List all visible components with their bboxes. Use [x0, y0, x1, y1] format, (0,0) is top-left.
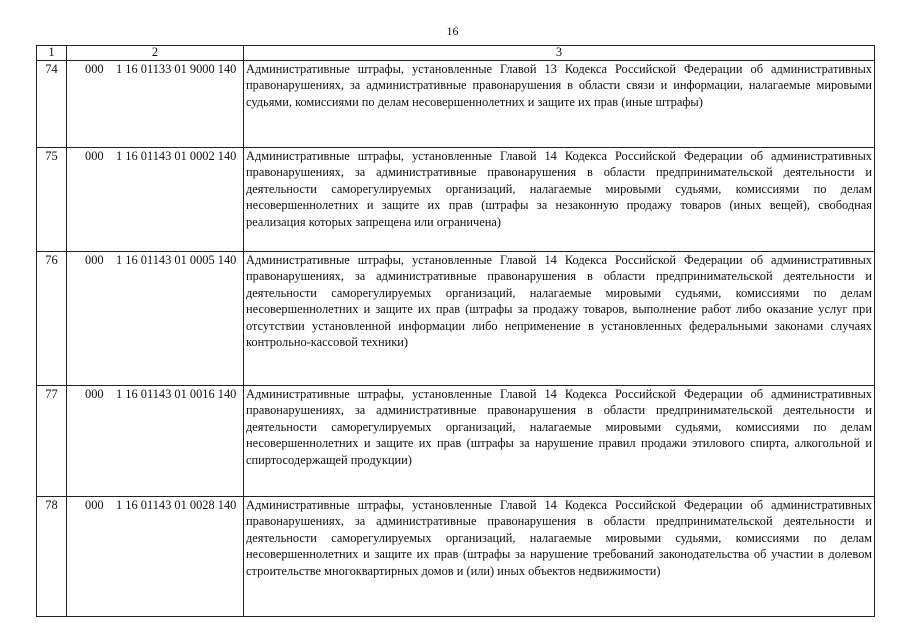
admin-code: 000: [85, 387, 104, 401]
table-header-row: [37, 46, 875, 61]
row-number: 78: [37, 497, 67, 617]
table-row: [37, 386, 875, 497]
kbk-cell: [67, 61, 244, 148]
column-header-1: 1: [37, 46, 67, 61]
kbk-code: 1 16 01143 01 0005 140: [116, 253, 237, 267]
description-text: Административные штрафы, установленные Главой 14 Кодекса Российской Федерации об административных правонарушениях, за административные правонарушения в области предпринимательской деятельности и деятельности саморегулируемых организаций, налагаемые мировыми судьями, комиссиями по делам несовершеннолетних и защите их прав (штрафы за продажу товаров, выполнение работ либо оказание услуг при отсутствии установленной информации либо неприменение в установленных федеральными законами случаях контрольно-кассовой техники): [244, 252, 875, 386]
row-number: 76: [37, 252, 67, 386]
table-row: [37, 61, 875, 148]
kbk-cell: [67, 497, 244, 617]
column-header-3: 3: [244, 46, 875, 61]
admin-code: 000: [85, 149, 104, 163]
kbk-cell: [67, 252, 244, 386]
kbk-code: 1 16 01143 01 0002 140: [116, 149, 237, 163]
column-header-2: 2: [67, 46, 244, 61]
table-row: [37, 497, 875, 617]
description-text: Административные штрафы, установленные Главой 13 Кодекса Российской Федерации об административных правонарушениях, за административные правонарушения в области связи и информации, налагаемые мировыми судьями, комиссиями по делам несовершеннолетних и защите их прав (иные штрафы): [244, 61, 875, 148]
table-row: [37, 252, 875, 386]
row-number: 75: [37, 148, 67, 252]
kbk-cell: [67, 386, 244, 497]
row-number: 77: [37, 386, 67, 497]
description-text: Административные штрафы, установленные Главой 14 Кодекса Российской Федерации об административных правонарушениях, за административные правонарушения в области предпринимательской деятельности и деятельности саморегулируемых организаций, налагаемые мировыми судьями, комиссиями по делам несовершеннолетних и защите их прав (штрафы за нарушение требований законодательства об участии в долевом строительстве многоквартирных домов и (или) иных объектов недвижимости): [244, 497, 875, 617]
kbk-cell: [67, 148, 244, 252]
page-number: 16: [446, 24, 459, 38]
description-text: Административные штрафы, установленные Главой 14 Кодекса Российской Федерации об административных правонарушениях, за административные правонарушения в области предпринимательской деятельности и деятельности саморегулируемых организаций, налагаемые мировыми судьями, комиссиями по делам несовершеннолетних и защите их прав (штрафы за незаконную продажу товаров (иных вещей), свободная реализация которых запрещена или ограничена): [244, 148, 875, 252]
admin-code: 000: [85, 62, 104, 76]
kbk-code: 1 16 01143 01 0028 140: [116, 498, 237, 512]
kbk-table: [36, 45, 875, 617]
description-text: Административные штрафы, установленные Главой 14 Кодекса Российской Федерации об административных правонарушениях, за административные правонарушения в области предпринимательской деятельности и деятельности саморегулируемых организаций, налагаемые мировыми судьями, комиссиями по делам несовершеннолетних и защите их прав (штрафы за нарушение правил продажи этилового спирта, алкогольной и спиртосодержащей продукции): [244, 386, 875, 497]
kbk-code: 1 16 01143 01 0016 140: [116, 387, 237, 401]
row-number: 74: [37, 61, 67, 148]
table-row: [37, 148, 875, 252]
admin-code: 000: [85, 253, 104, 267]
admin-code: 000: [85, 498, 104, 512]
kbk-code: 1 16 01133 01 9000 140: [116, 62, 237, 76]
